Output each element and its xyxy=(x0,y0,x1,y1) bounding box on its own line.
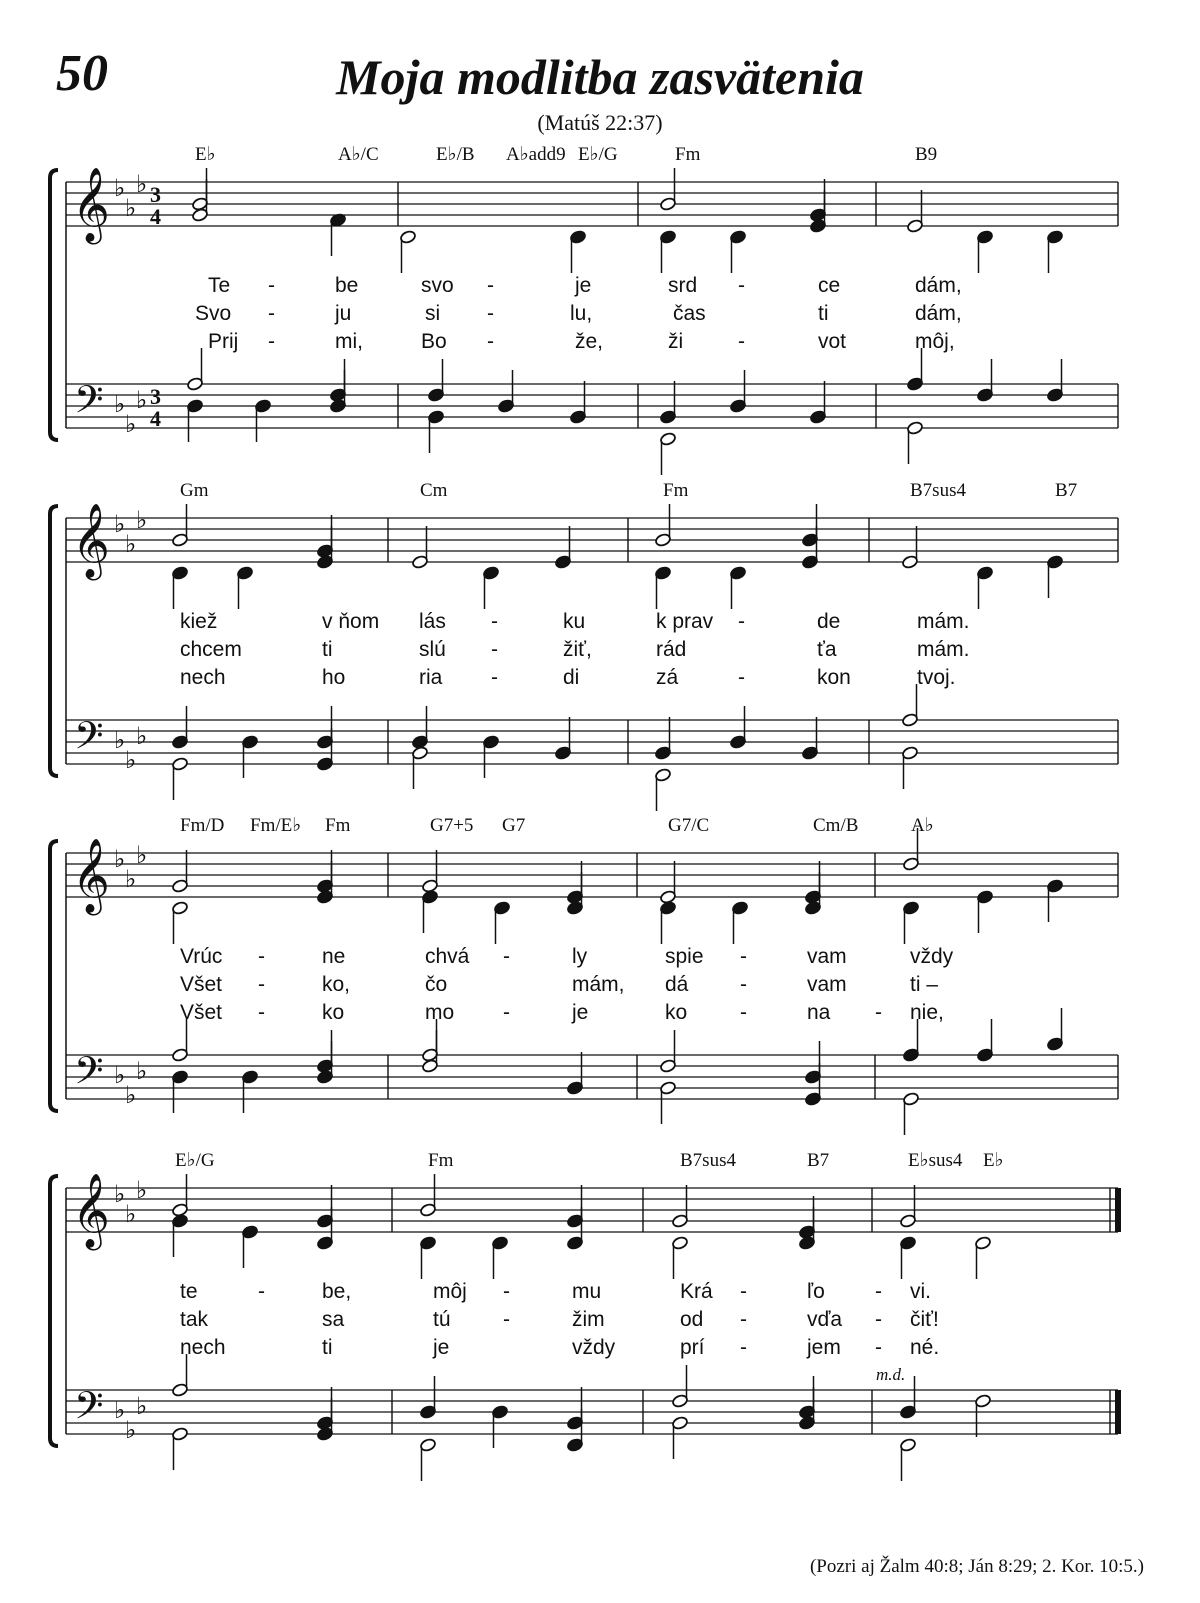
flat-icon: ♭ xyxy=(136,841,148,869)
lyric-syllable: - xyxy=(740,1001,747,1024)
note xyxy=(399,230,416,273)
treble-clef-icon: 𝄞 xyxy=(72,839,110,913)
lyric-syllable: žiť, xyxy=(563,638,592,661)
system-bracket xyxy=(50,506,58,776)
lyric-syllable: - xyxy=(740,1280,747,1303)
note xyxy=(566,1052,583,1095)
flat-icon: ♭ xyxy=(114,390,126,418)
lyric-syllable: ko xyxy=(665,1001,688,1024)
lyric-syllable: ne xyxy=(322,945,346,968)
lyric-syllable: k prav xyxy=(656,610,714,633)
flat-icon: ♭ xyxy=(125,1081,137,1109)
chord-symbol: A♭add9 xyxy=(506,144,566,165)
lyric-syllable: ti xyxy=(322,1336,333,1359)
lyric-syllable: - xyxy=(738,330,745,353)
lyric-syllable: ly xyxy=(572,945,588,968)
chord-symbol: G7/C xyxy=(668,815,710,836)
flat-icon: ♭ xyxy=(125,194,137,222)
lyric-syllable: Všet xyxy=(180,973,223,996)
lyric-syllable: vždy xyxy=(572,1336,616,1359)
note xyxy=(729,566,746,609)
note xyxy=(411,526,428,569)
note xyxy=(801,717,818,760)
lyric-syllable: si xyxy=(425,302,441,325)
note xyxy=(566,1207,583,1250)
note xyxy=(241,1070,258,1113)
lyric-syllable: né. xyxy=(910,1336,940,1359)
note xyxy=(171,850,188,893)
lyric-syllable: mám, xyxy=(572,973,625,996)
lyric-syllable: - xyxy=(738,666,745,689)
chord-symbol: E♭/G xyxy=(578,144,618,165)
note xyxy=(809,381,826,424)
lyric-syllable: te xyxy=(180,1280,198,1303)
note xyxy=(254,399,271,442)
lyric-syllable: - xyxy=(503,1001,510,1024)
flat-icon: ♭ xyxy=(136,722,148,750)
note xyxy=(1046,555,1063,598)
note xyxy=(899,1438,916,1481)
lyric-syllable: na xyxy=(807,1001,831,1024)
note xyxy=(171,901,188,944)
lyric-syllable: ti xyxy=(818,302,829,325)
flat-icon: ♭ xyxy=(136,1392,148,1420)
lyric-syllable: čiť! xyxy=(910,1308,939,1331)
lyric-syllable: je xyxy=(572,1001,589,1024)
lyric-syllable: - xyxy=(258,945,265,968)
lyric-syllable: je xyxy=(575,274,592,297)
note xyxy=(659,1081,676,1124)
flat-icon: ♭ xyxy=(114,1061,126,1089)
note xyxy=(671,1185,688,1228)
lyric-syllable: nech xyxy=(180,666,226,689)
flat-icon: ♭ xyxy=(125,1200,137,1228)
lyric-syllable: ce xyxy=(818,274,841,297)
note xyxy=(171,1174,188,1217)
lyric-syllable: od xyxy=(680,1308,704,1331)
lyric-syllable: chcem xyxy=(180,638,242,661)
staff-treble-2 xyxy=(66,504,1118,609)
lyric-syllable: mám. xyxy=(917,610,970,633)
lyric-syllable: ria xyxy=(419,666,443,689)
lyric-syllable: - xyxy=(875,1001,882,1024)
note xyxy=(554,717,571,760)
lyric-syllable: dá xyxy=(665,973,689,996)
footer-note: (Pozri aj Žalm 40:8; Ján 8:29; 2. Kor. 10:5.) xyxy=(809,1556,1144,1577)
lyric-syllable: - xyxy=(875,1280,882,1303)
flat-icon: ♭ xyxy=(125,1416,137,1444)
chord-symbol: Gm xyxy=(180,480,209,501)
lyric-syllable: - xyxy=(875,1308,882,1331)
chord-symbol: E♭/B xyxy=(436,144,475,165)
lyric-syllable: ku xyxy=(563,610,586,633)
lyric-syllable: Bo xyxy=(421,330,447,353)
flat-icon: ♭ xyxy=(136,1176,148,1204)
lyric-syllable: lu, xyxy=(570,302,593,325)
chord-symbol: Fm/D xyxy=(180,815,225,836)
chord-symbol: A♭/C xyxy=(338,144,379,165)
note xyxy=(901,684,918,727)
chord-symbol: A♭ xyxy=(911,815,934,836)
note xyxy=(731,901,748,944)
note xyxy=(1046,879,1063,922)
chord-symbol: B7 xyxy=(1055,480,1078,501)
note xyxy=(171,1070,188,1113)
chord-symbol: E♭ xyxy=(983,1150,1004,1171)
lyric-syllable: ko xyxy=(322,1001,345,1024)
note xyxy=(171,757,188,800)
lyric-syllable: svo xyxy=(421,274,454,297)
lyric-syllable: sa xyxy=(322,1308,345,1331)
lyric-syllable: ľo xyxy=(807,1280,825,1303)
chord-symbol: G7+5 xyxy=(430,815,474,836)
lyric-syllable: kiež xyxy=(180,610,218,633)
lyric-syllable: môj, xyxy=(915,330,955,353)
note xyxy=(906,421,923,464)
lyric-syllable: vam xyxy=(807,945,847,968)
chord-symbol: Cm xyxy=(420,480,448,501)
flat-icon: ♭ xyxy=(114,845,126,873)
lyric-syllable: - xyxy=(491,610,498,633)
chord-symbol: Cm/B xyxy=(813,815,859,836)
note xyxy=(729,370,746,413)
lyric-syllable: srd xyxy=(668,274,698,297)
lyric-syllable: - xyxy=(738,274,745,297)
chord-symbol: E♭/G xyxy=(175,1150,215,1171)
note xyxy=(659,861,676,904)
note xyxy=(974,1394,991,1437)
note xyxy=(1046,1008,1063,1051)
lyric-syllable: be xyxy=(335,274,359,297)
lyric-syllable: Svo xyxy=(195,302,232,325)
note xyxy=(171,504,188,547)
note xyxy=(421,850,438,893)
lyric-syllable: vi. xyxy=(910,1280,931,1303)
note xyxy=(659,432,676,475)
flat-icon: ♭ xyxy=(136,170,148,198)
lyric-syllable: čo xyxy=(425,973,448,996)
lyric-syllable: zá xyxy=(656,666,679,689)
lyric-syllable: - xyxy=(487,302,494,325)
bass-clef-icon: 𝄢 xyxy=(74,1383,104,1437)
time-signature-bottom: 4 xyxy=(150,204,161,229)
lyric-syllable: vot xyxy=(818,330,847,353)
note xyxy=(329,213,346,256)
note xyxy=(427,410,444,453)
lyric-syllable: tú xyxy=(433,1308,451,1331)
note xyxy=(171,1354,188,1397)
flat-icon: ♭ xyxy=(114,1396,126,1424)
flat-icon: ♭ xyxy=(114,174,126,202)
note xyxy=(241,1225,258,1268)
note xyxy=(171,706,188,749)
lyric-syllable: vam xyxy=(807,973,847,996)
note xyxy=(901,526,918,569)
system-bracket xyxy=(50,841,58,1111)
note xyxy=(186,399,203,442)
time-signature-bottom: 4 xyxy=(150,406,161,431)
lyric-syllable: ži xyxy=(668,330,684,353)
note xyxy=(482,566,499,609)
lyric-syllable: jem xyxy=(807,1336,841,1359)
note xyxy=(491,1236,508,1279)
chord-symbol: Fm xyxy=(675,144,701,165)
lyric-syllable: de xyxy=(817,610,841,633)
lyric-syllable: kon xyxy=(817,666,851,689)
chord-symbol: Fm xyxy=(428,1150,454,1171)
note xyxy=(411,706,428,749)
lyric-syllable: Te xyxy=(208,274,231,297)
chord-symbol: B9 xyxy=(915,144,938,165)
lyric-syllable: spie xyxy=(665,945,704,968)
flat-icon: ♭ xyxy=(136,506,148,534)
flat-icon: ♭ xyxy=(136,1057,148,1085)
lyric-syllable: - xyxy=(258,973,265,996)
note xyxy=(671,1236,688,1279)
lyric-syllable: ti – xyxy=(910,973,939,996)
note xyxy=(569,230,586,273)
lyric-syllable: čas xyxy=(673,302,706,325)
note xyxy=(654,504,671,547)
system-bracket xyxy=(50,170,58,440)
lyric-syllable: Všet xyxy=(180,1001,223,1024)
note xyxy=(906,348,923,391)
flat-icon: ♭ xyxy=(125,746,137,774)
note xyxy=(654,566,671,609)
lyric-syllable: chvá xyxy=(425,945,470,968)
chord-symbol: G7 xyxy=(502,815,526,836)
note xyxy=(671,1365,688,1408)
flat-icon: ♭ xyxy=(114,510,126,538)
note xyxy=(493,901,510,944)
chord-symbol: Fm/E♭ xyxy=(250,815,302,836)
note xyxy=(1046,230,1063,273)
lyric-syllable: lás xyxy=(419,610,446,633)
note xyxy=(421,890,438,933)
note xyxy=(801,526,818,569)
lyric-syllable: ťa xyxy=(817,638,837,661)
lyric-syllable: môj xyxy=(433,1280,467,1303)
time-signature-top: 3 xyxy=(150,182,161,207)
staff-bass-2 xyxy=(66,684,1118,811)
note xyxy=(671,1416,688,1459)
chord-symbol: B7sus4 xyxy=(680,1150,736,1171)
lyric-syllable: je xyxy=(433,1336,450,1359)
lyric-syllable: - xyxy=(491,666,498,689)
lyric-syllable: - xyxy=(487,274,494,297)
treble-clef-icon: 𝄞 xyxy=(72,504,110,578)
lyric-syllable: prí xyxy=(680,1336,705,1359)
lyric-syllable: mám. xyxy=(917,638,970,661)
lyric-syllable: - xyxy=(740,945,747,968)
flat-icon: ♭ xyxy=(125,865,137,893)
lyric-syllable: nech xyxy=(180,1336,226,1359)
chord-symbol: B7sus4 xyxy=(910,480,966,501)
note xyxy=(569,381,586,424)
time-signature-top: 3 xyxy=(150,384,161,409)
flat-icon: ♭ xyxy=(114,726,126,754)
note xyxy=(902,901,919,944)
lyric-syllable: - xyxy=(268,330,275,353)
note xyxy=(427,359,444,402)
lyric-syllable: - xyxy=(487,330,494,353)
note xyxy=(411,746,428,789)
note xyxy=(976,1019,993,1062)
lyric-syllable: - xyxy=(503,1280,510,1303)
lyric-syllable: slú xyxy=(419,638,446,661)
note xyxy=(659,1030,676,1073)
note xyxy=(566,1409,583,1452)
lyric-syllable: - xyxy=(268,302,275,325)
lyric-syllable: ho xyxy=(322,666,346,689)
lyric-syllable: vďa xyxy=(807,1308,843,1331)
note xyxy=(482,735,499,778)
lyric-syllable: - xyxy=(268,274,275,297)
lyric-syllable: - xyxy=(740,1308,747,1331)
lyric-syllable: žim xyxy=(572,1308,605,1331)
note xyxy=(654,768,671,811)
note xyxy=(804,1063,821,1106)
lyric-syllable: - xyxy=(258,1280,265,1303)
note xyxy=(729,230,746,273)
lyric-syllable: nie, xyxy=(910,1001,944,1024)
lyric-syllable: mo xyxy=(425,1001,455,1024)
lyric-syllable: dám, xyxy=(915,302,962,325)
staff-treble-4 xyxy=(66,1174,1118,1279)
note xyxy=(554,526,571,569)
note xyxy=(419,1438,436,1481)
bass-clef-icon: 𝄢 xyxy=(74,1048,104,1102)
note xyxy=(316,728,333,771)
note xyxy=(659,901,676,944)
staff-bass-3 xyxy=(66,1008,1118,1135)
lyric-syllable: tvoj. xyxy=(917,666,956,689)
lyric-syllable: - xyxy=(875,1336,882,1359)
note xyxy=(902,1092,919,1135)
note xyxy=(974,1236,991,1279)
note xyxy=(419,1174,436,1217)
performance-direction: m.d. xyxy=(876,1365,906,1384)
note xyxy=(901,746,918,789)
note xyxy=(171,1019,188,1062)
lyric-syllable: - xyxy=(740,973,747,996)
lyric-syllable: rád xyxy=(656,638,687,661)
hymn-title: Moja modlitba zasvätenia xyxy=(336,49,864,105)
note xyxy=(171,1214,188,1257)
note xyxy=(241,735,258,778)
lyric-syllable: - xyxy=(503,945,510,968)
staff-treble-3 xyxy=(66,828,1118,944)
bass-clef-icon: 𝄢 xyxy=(74,713,104,767)
note xyxy=(236,566,253,609)
chord-symbol: E♭ xyxy=(195,144,216,165)
note xyxy=(729,706,746,749)
bass-clef-icon: 𝄢 xyxy=(74,377,104,431)
treble-clef-icon: 𝄞 xyxy=(72,1174,110,1248)
chord-symbol: Fm xyxy=(325,815,351,836)
lyric-syllable: vždy xyxy=(910,945,954,968)
note xyxy=(419,1376,436,1419)
note xyxy=(171,566,188,609)
chord-symbol: Fm xyxy=(663,480,689,501)
lyric-syllable: Krá xyxy=(680,1280,713,1303)
lyric-syllable: že, xyxy=(575,330,604,353)
note xyxy=(659,230,676,273)
note xyxy=(976,359,993,402)
note xyxy=(659,168,676,211)
flat-icon: ♭ xyxy=(136,386,148,414)
chord-symbol: E♭sus4 xyxy=(908,1150,963,1171)
lyric-syllable: mi, xyxy=(335,330,363,353)
treble-clef-icon: 𝄞 xyxy=(72,168,110,242)
lyric-syllable: Prij xyxy=(208,330,239,353)
chord-symbol: B7 xyxy=(807,1150,830,1171)
lyric-syllable: ko, xyxy=(322,973,351,996)
note xyxy=(1046,359,1063,402)
flat-icon: ♭ xyxy=(114,1180,126,1208)
lyric-syllable: mu xyxy=(572,1280,602,1303)
lyric-syllable: dám, xyxy=(915,274,962,297)
lyric-syllable: tak xyxy=(180,1308,209,1331)
lyric-syllable: v ňom xyxy=(322,610,380,633)
system-bracket xyxy=(50,1176,58,1446)
hymn-reference: (Matúš 22:37) xyxy=(537,110,663,135)
staff-bass-4 xyxy=(66,1354,1118,1481)
note xyxy=(171,1427,188,1470)
note xyxy=(906,190,923,233)
lyric-syllable: be, xyxy=(322,1280,352,1303)
note xyxy=(186,348,203,391)
lyric-syllable: - xyxy=(740,1336,747,1359)
lyric-syllable: - xyxy=(491,638,498,661)
hymn-number: 50 xyxy=(56,45,108,102)
note xyxy=(899,1236,916,1279)
lyric-syllable: - xyxy=(738,610,745,633)
note xyxy=(419,1236,436,1279)
lyric-syllable: ju xyxy=(335,302,352,325)
note xyxy=(316,1207,333,1250)
note xyxy=(659,381,676,424)
note xyxy=(491,1405,508,1448)
lyric-syllable: - xyxy=(258,1001,265,1024)
note xyxy=(899,1185,916,1228)
lyric-syllable: Vrúc xyxy=(180,945,223,968)
flat-icon: ♭ xyxy=(125,530,137,558)
staff-bass-1 xyxy=(66,348,1118,475)
note xyxy=(976,890,993,933)
flat-icon: ♭ xyxy=(125,410,137,438)
note xyxy=(976,230,993,273)
note xyxy=(902,1019,919,1062)
note xyxy=(976,566,993,609)
note xyxy=(654,717,671,760)
lyric-syllable: - xyxy=(503,1308,510,1331)
note xyxy=(497,370,514,413)
staff-treble-1 xyxy=(66,168,1118,273)
lyric-syllable: di xyxy=(563,666,580,689)
lyric-syllable: ti xyxy=(322,638,333,661)
